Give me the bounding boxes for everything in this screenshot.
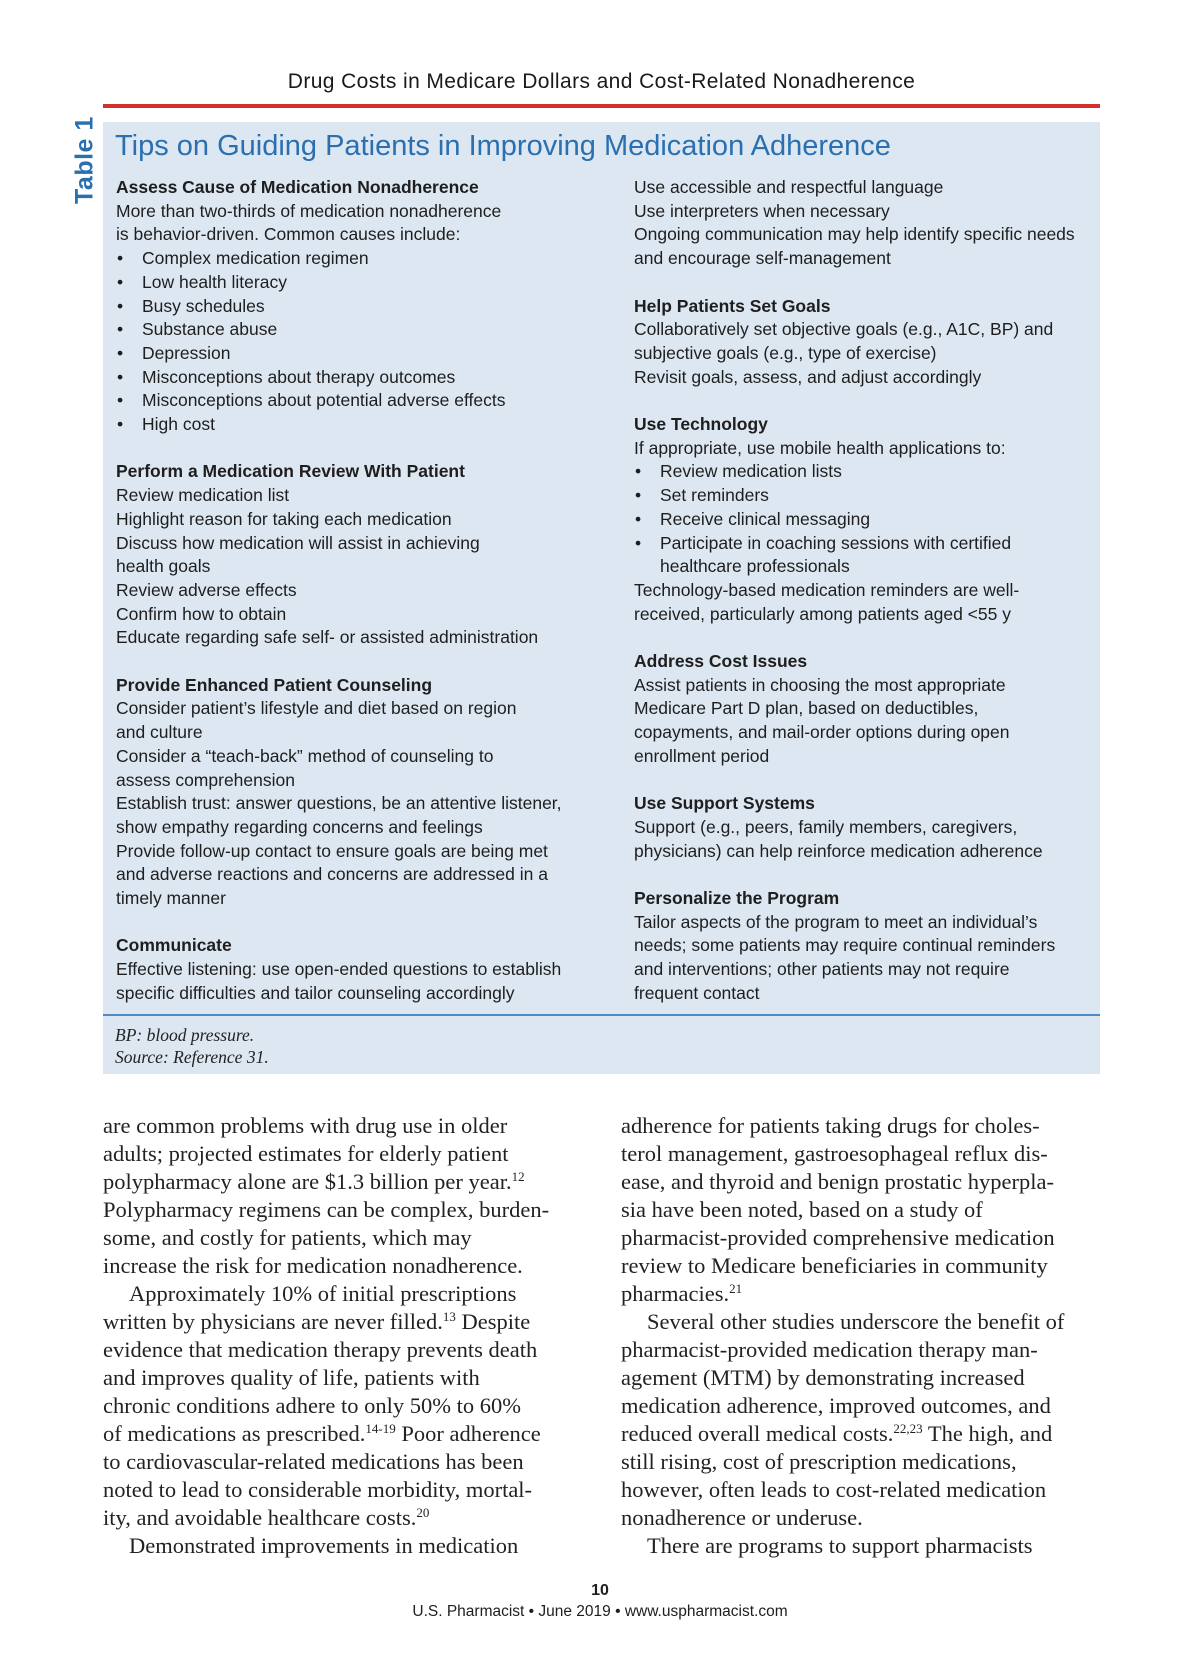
running-header: Drug Costs in Medicare Dollars and Cost-Related Nonadherence bbox=[287, 70, 916, 93]
section-line: Confirm how to obtain bbox=[116, 603, 287, 624]
body-line: written by physicians are never filled.$^{13}$ Despite bbox=[103, 1309, 531, 1334]
bullet-item: • Set reminders bbox=[634, 484, 1094, 508]
body-line: medication adherence, improved outcomes, and bbox=[621, 1393, 1051, 1418]
section-line: Educate regarding safe self- or assisted administration bbox=[116, 627, 539, 648]
citation: 14-19 bbox=[365, 1421, 396, 1436]
page-footer: U.S. Pharmacist • June 2019 • www.uspharmacist.com bbox=[412, 1603, 788, 1620]
section-line: Effective listening: use open-ended questions to establish bbox=[116, 959, 562, 980]
section-communicate bbox=[116, 934, 616, 1005]
table-box bbox=[103, 122, 1100, 1074]
section-line: Discuss how medication will assist in achieving bbox=[116, 532, 480, 553]
section-assess bbox=[116, 176, 616, 437]
citation: 13 bbox=[442, 1309, 456, 1324]
section-line: needs; some patients may require continual reminders bbox=[634, 935, 1056, 956]
citation: 21 bbox=[729, 1281, 743, 1296]
section-line: subjective goals (e.g., type of exercise) bbox=[634, 342, 937, 363]
section-support bbox=[634, 792, 1094, 863]
bullet-item: • High cost bbox=[116, 413, 616, 437]
bullet-item: • Misconceptions about potential adverse effects bbox=[116, 389, 616, 413]
body-line: however, often leads to cost-related medication bbox=[621, 1477, 1047, 1502]
body-line: increase the risk for medication nonadherence. bbox=[103, 1253, 523, 1278]
section-line: physicians) can help reinforce medication adherence bbox=[634, 840, 1043, 861]
section-line: Review medication list bbox=[116, 485, 290, 506]
section-line: show empathy regarding concerns and feelings bbox=[116, 816, 483, 837]
bullet-item: • Review medication lists bbox=[634, 460, 1094, 484]
body-line: terol management, gastroesophageal reflux dis- bbox=[621, 1141, 1048, 1166]
section-review bbox=[116, 460, 616, 650]
section-heading: Address Cost Issues bbox=[634, 651, 808, 672]
bullet-item: • Complex medication regimen bbox=[116, 247, 616, 271]
section-line: Provide follow-up contact to ensure goals are being met bbox=[116, 840, 548, 861]
section-heading: Help Patients Set Goals bbox=[634, 295, 831, 316]
bullet-item: • Receive clinical messaging bbox=[634, 508, 1094, 532]
bullet-item: • Low health literacy bbox=[116, 271, 616, 295]
header-rule bbox=[103, 104, 1100, 108]
citation: 22,23 bbox=[893, 1421, 923, 1436]
section-counseling bbox=[116, 674, 616, 911]
body-line: to cardiovascular-related medications has been bbox=[103, 1449, 524, 1474]
body-line: still rising, cost of prescription medications, bbox=[621, 1449, 1017, 1474]
bullet-item: • Misconceptions about therapy outcomes bbox=[116, 366, 616, 390]
section-line: and adverse reactions and concerns are addressed in a bbox=[116, 864, 548, 885]
body-line: ease, and thyroid and benign prostatic hyperpla- bbox=[621, 1169, 1054, 1194]
section-line: Collaboratively set objective goals (e.g., A1C, BP) and bbox=[634, 319, 1054, 340]
section-heading: Provide Enhanced Patient Counseling bbox=[116, 674, 433, 695]
body-line: review to Medicare beneficiaries in community bbox=[621, 1253, 1048, 1278]
bullet-item: • Depression bbox=[116, 342, 616, 366]
section-goals bbox=[634, 295, 1094, 390]
citation: 12 bbox=[511, 1169, 525, 1184]
section-line: and encourage self-management bbox=[634, 248, 891, 269]
section-line: Technology-based medication reminders are well- bbox=[634, 579, 1020, 600]
footnote-abbreviation: BP: blood pressure. bbox=[115, 1025, 255, 1045]
body-line: ity, and avoidable healthcare costs.$^{20}$ bbox=[103, 1505, 430, 1530]
body-line: polypharmacy alone are $1.3 billion per year.$^{12}$ bbox=[103, 1169, 525, 1194]
section-heading: Communicate bbox=[116, 935, 232, 956]
body-line: adults; projected estimates for elderly patient bbox=[103, 1141, 509, 1166]
section-line: enrollment period bbox=[634, 745, 770, 766]
section-line: Tailor aspects of the program to meet an individual’s bbox=[634, 911, 1038, 932]
body-line: and improves quality of life, patients with bbox=[103, 1365, 480, 1390]
table-label: Table 1 bbox=[68, 116, 102, 204]
section-line: is behavior-driven. Common causes include: bbox=[116, 224, 461, 245]
bullet-item: • Substance abuse bbox=[116, 318, 616, 342]
section-line: timely manner bbox=[116, 888, 226, 909]
body-line: evidence that medication therapy prevents death bbox=[103, 1337, 538, 1362]
body-line: pharmacist-provided comprehensive medication bbox=[621, 1225, 1055, 1250]
body-line: adherence for patients taking drugs for choles- bbox=[621, 1113, 1040, 1138]
section-technology bbox=[634, 413, 1094, 626]
body-line: reduced overall medical costs.$^{22,23}$ The high, and bbox=[621, 1421, 1053, 1446]
section-line: Consider a “teach-back” method of counseling to bbox=[116, 745, 494, 766]
section-line: Consider patient’s lifestyle and diet based on region bbox=[116, 698, 517, 719]
section-heading: Assess Cause of Medication Nonadherence bbox=[116, 177, 479, 197]
body-column-left bbox=[103, 1112, 583, 1560]
section-line: and culture bbox=[116, 722, 203, 743]
section-line: copayments, and mail-order options during open bbox=[634, 722, 1010, 743]
section-line: Ongoing communication may help identify specific needs bbox=[634, 224, 1075, 245]
section-line: specific difficulties and tailor counseling accordingly bbox=[116, 982, 515, 1003]
body-line: Approximately 10% of initial prescriptions bbox=[129, 1281, 517, 1306]
body-line: pharmacies.$^{21}$ bbox=[621, 1281, 743, 1306]
table-footnotes bbox=[115, 1024, 269, 1068]
section-line: Use accessible and respectful language bbox=[634, 177, 944, 197]
section-line: received, particularly among patients aged <55 y bbox=[634, 603, 1011, 624]
body-line: chronic conditions adhere to only 50% to 60% bbox=[103, 1393, 522, 1418]
section-line: More than two-thirds of medication nonadherence bbox=[116, 200, 502, 221]
citation: 20 bbox=[416, 1505, 430, 1520]
table-right-column bbox=[634, 176, 1094, 1029]
section-cost bbox=[634, 650, 1094, 769]
section-line: frequent contact bbox=[634, 982, 760, 1003]
bullet-item: • Busy schedules bbox=[116, 295, 616, 319]
page-number: 10 bbox=[591, 1582, 609, 1599]
section-line: Medicare Part D plan, based on deductibles, bbox=[634, 698, 979, 719]
body-line: sia have been noted, based on a study of bbox=[621, 1197, 983, 1222]
section-line: Use interpreters when necessary bbox=[634, 200, 890, 221]
footnote-source: Source: Reference 31. bbox=[115, 1047, 269, 1067]
bullet-item: • Participate in coaching sessions with certified bbox=[634, 532, 1094, 556]
section-line: Review adverse effects bbox=[116, 579, 297, 600]
body-line: pharmacist-provided medication therapy man- bbox=[621, 1337, 1038, 1362]
section-line: Assist patients in choosing the most appropriate bbox=[634, 674, 1006, 695]
body-line: There are programs to support pharmacists bbox=[647, 1533, 1033, 1558]
table-footnote-rule bbox=[103, 1014, 1100, 1016]
bullet-continuation: healthcare professionals bbox=[660, 556, 850, 577]
section-heading: Personalize the Program bbox=[634, 888, 840, 909]
section-heading: Use Technology bbox=[634, 414, 768, 434]
section-line: assess comprehension bbox=[116, 769, 295, 790]
body-column-right bbox=[621, 1112, 1101, 1560]
section-heading: Perform a Medication Review With Patient bbox=[116, 461, 465, 482]
section-line: Highlight reason for taking each medication bbox=[116, 508, 452, 529]
body-line: noted to lead to considerable morbidity, mortal- bbox=[103, 1477, 533, 1502]
table-title: Tips on Guiding Patients in Improving Medication Adherence bbox=[115, 130, 891, 162]
body-line: some, and costly for patients, which may bbox=[103, 1225, 472, 1250]
section-heading: Use Support Systems bbox=[634, 793, 815, 814]
body-line: Several other studies underscore the benefit of bbox=[647, 1309, 1065, 1334]
section-line: and interventions; other patients may not require bbox=[634, 959, 1010, 980]
section-language bbox=[634, 176, 1094, 271]
section-line: health goals bbox=[116, 556, 211, 577]
body-line: agement (MTM) by demonstrating increased bbox=[621, 1365, 1025, 1390]
section-line: Establish trust: answer questions, be an attentive listener, bbox=[116, 793, 562, 814]
section-line: If appropriate, use mobile health applications to: bbox=[634, 437, 1006, 458]
body-line: Demonstrated improvements in medication bbox=[129, 1533, 519, 1558]
body-line: of medications as prescribed.$^{14-19}$ Poor adherence bbox=[103, 1421, 541, 1446]
table-left-column bbox=[116, 176, 616, 1029]
section-personalize bbox=[634, 887, 1094, 1006]
section-line: Revisit goals, assess, and adjust accordingly bbox=[634, 366, 982, 387]
section-line: Support (e.g., peers, family members, caregivers, bbox=[634, 816, 1018, 837]
body-line: Polypharmacy regimens can be complex, burden- bbox=[103, 1197, 550, 1222]
body-line: are common problems with drug use in older bbox=[103, 1113, 508, 1138]
body-line: nonadherence or underuse. bbox=[621, 1505, 863, 1530]
